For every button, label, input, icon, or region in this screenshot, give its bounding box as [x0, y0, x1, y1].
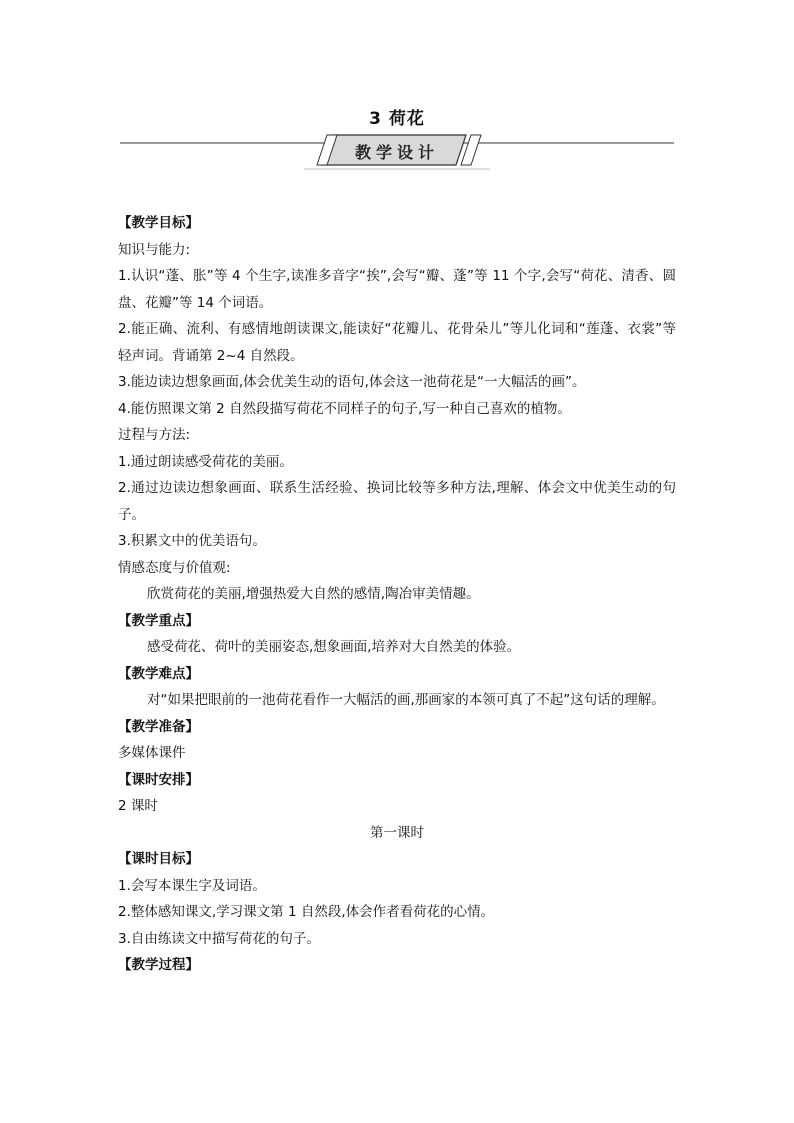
paragraph: 感受荷花、荷叶的美丽姿态,想象画面,培养对大自然美的体验。	[147, 639, 521, 655]
section-heading: 【教学过程】	[118, 957, 199, 973]
subheading: 知识与能力:	[118, 241, 191, 258]
subheading: 情感态度与价值观:	[118, 559, 231, 576]
paragraph: 3.积累文中的优美语句。	[118, 533, 266, 549]
paragraph: 1.会写本课生字及词语。	[118, 877, 266, 894]
section-heading: 【教学难点】	[118, 665, 199, 682]
lesson-title: 3 荷花	[369, 109, 425, 129]
paragraph: 2.通过边读边想象画面、联系生活经验、换词比较等多种方法,理解、体会文中优美生动的句子。	[118, 480, 676, 523]
lesson-subtitle: 第一课时	[370, 824, 424, 841]
paragraph: 2.整体感知课文,学习课文第 1 自然段,体会作者看荷花的心情。	[118, 904, 495, 920]
paragraph: 1.认识“蓬、胀”等 4 个生字,读准多音字“挨”,会写“瓣、蓬”等 11 个字,会写“荷花、清香、圆盘、花瓣”等 14 个词语。	[118, 268, 676, 311]
paragraph: 1.通过朗读感受荷花的美丽。	[118, 453, 293, 470]
section-heading: 【教学重点】	[118, 612, 199, 629]
paragraph: 2.能正确、流利、有感情地朗读课文,能读好“花瓣儿、花骨朵儿”等儿化词和“莲蓬、衣裳”等轻声词。背诵第 2~4 自然段。	[118, 321, 676, 364]
subheading: 过程与方法:	[118, 427, 191, 443]
section-heading: 【教学目标】	[118, 215, 199, 231]
paragraph: 3.能边读边想象画面,体会优美生动的语句,体会这一池荷花是“一大幅活的画”。	[118, 374, 586, 390]
banner-label: 教学设计	[354, 143, 439, 162]
paragraph: 2 课时	[118, 798, 158, 814]
teaching-design-banner	[120, 132, 674, 172]
section-heading: 【课时安排】	[118, 771, 199, 788]
paragraph: 对“如果把眼前的一池荷花看作一大幅活的画,那画家的本领可真了不起”这句话的理解。	[147, 692, 665, 708]
section-heading: 【教学准备】	[118, 718, 199, 735]
paragraph: 欣赏荷花的美丽,增强热爱大自然的感情,陶冶审美情趣。	[147, 586, 480, 602]
paragraph: 4.能仿照课文第 2 自然段描写荷花不同样子的句子,写一种自己喜欢的植物。	[118, 400, 571, 417]
paragraph: 多媒体课件	[118, 745, 186, 761]
document-body	[118, 210, 676, 979]
paragraph: 3.自由练读文中描写荷花的句子。	[118, 930, 320, 947]
section-heading: 【课时目标】	[118, 851, 199, 867]
